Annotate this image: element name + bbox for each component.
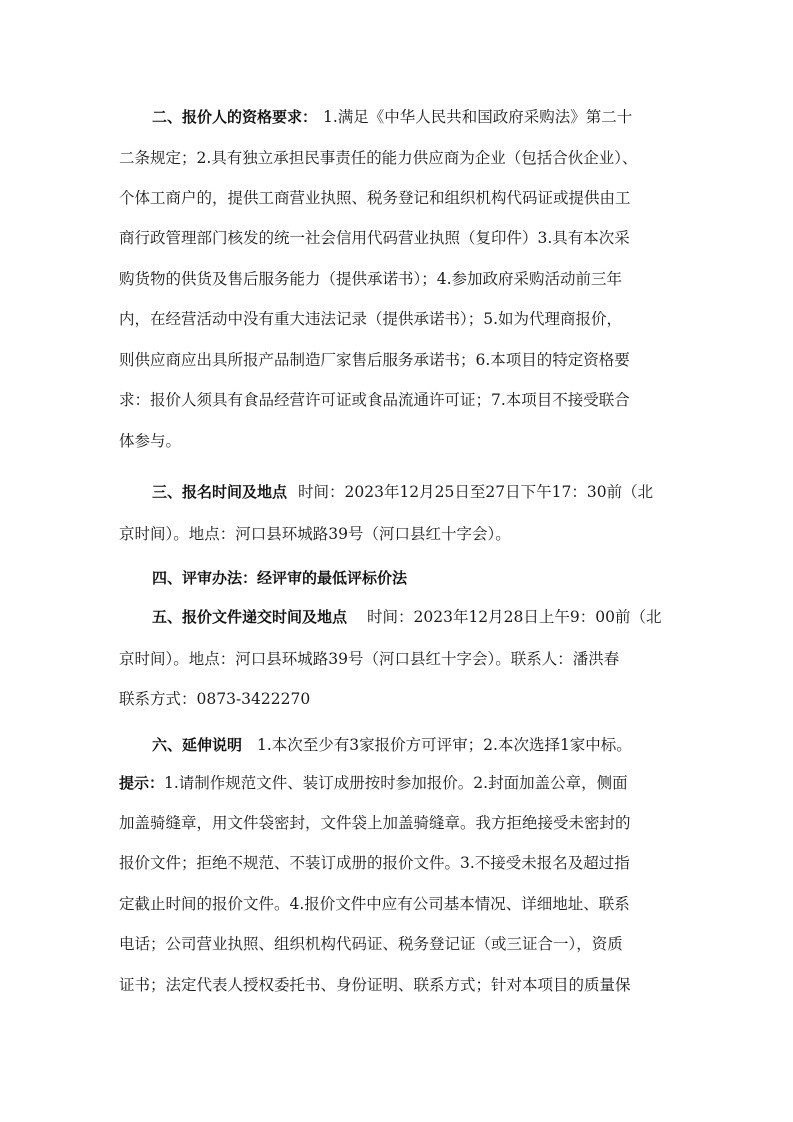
section2-line-2 <box>0 142 793 174</box>
section2-line-4 <box>0 222 793 254</box>
section2-text: 购货物的供货及售后服务能力（提供承诺书）；4.参加政府采购活动前三年 <box>119 270 623 288</box>
tips-text: 电话；公司营业执照、组织机构代码证、税务登记证（或三证合一），资质 <box>119 935 623 953</box>
section3-text: 京时间）。地点：河口县环城路39号（河口县红十字会）。 <box>119 525 511 543</box>
section2-line-7 <box>0 344 793 376</box>
section2-line-9 <box>0 425 793 457</box>
section3-heading: 三、报名时间及地点 <box>152 483 288 501</box>
section6-text: 1.本次至少有3家报价方可评审；2.本次选择1家中标。 <box>257 736 632 754</box>
section2-line-3 <box>0 182 793 214</box>
tips-line-5 <box>0 928 793 960</box>
section5-text: 时间：2023年12月28日上午9：00前（北 <box>367 608 662 626</box>
section2-line-1 <box>0 101 793 133</box>
tips-heading: 提示： <box>119 774 165 792</box>
tips-line-3 <box>0 847 793 879</box>
section2-line-8 <box>0 384 793 416</box>
tips-line-1 <box>0 767 793 799</box>
section5-line-2 <box>0 643 793 675</box>
tips-line-6 <box>0 969 793 1001</box>
section6-heading: 六、延伸说明 <box>152 736 243 754</box>
section4-line-1 <box>0 562 793 594</box>
section3-line-2 <box>0 518 793 550</box>
section2-text: 个体工商户的，提供工商营业执照、税务登记和组织机构代码证或提供由工 <box>119 189 631 207</box>
tips-line-2 <box>0 807 793 839</box>
tips-text: 证书；法定代表人授权委托书、身份证明、联系方式；针对本项目的质量保 <box>119 976 631 994</box>
section2-text: 1.满足《中华人民共和国政府采购法》第二十 <box>323 108 633 126</box>
tips-text: 1.请制作规范文件、装订成册按时参加报价。2.封面加盖公章，侧面 <box>164 774 628 792</box>
section2-heading: 二、报价人的资格要求： <box>152 108 318 126</box>
section2-text: 求：报价人须具有食品经营许可证或食品流通许可证；7.本项目不接受联合 <box>119 391 630 409</box>
section6-line-1 <box>0 729 793 761</box>
section2-line-5 <box>0 263 793 295</box>
section3-text: 时间：2023年12月25日至27日下午17：30前（北 <box>298 483 654 501</box>
section2-text: 则供应商应出具所报产品制造厂家售后服务承诺书；6.本项目的特定资格要 <box>119 351 630 369</box>
section2-text: 二条规定；2.具有独立承担民事责任的能力供应商为企业（包括合伙企业）、 <box>119 149 638 167</box>
section2-text: 内，在经营活动中没有重大违法记录（提供承诺书）；5.如为代理商报价， <box>119 310 623 328</box>
section5-contact: 联系方式：0873-3422270 <box>119 690 311 708</box>
section2-text: 体参与。 <box>119 432 182 450</box>
section5-line-1 <box>0 601 793 633</box>
tips-text: 定截止时间的报价文件。4.报价文件中应有公司基本情况、详细地址、联系 <box>119 895 630 913</box>
tips-line-4 <box>0 888 793 920</box>
section5-heading: 五、报价文件递交时间及地点 <box>152 608 348 626</box>
section4-heading: 四、评审办法：经评审的最低评标价法 <box>152 569 408 587</box>
tips-text: 报价文件；拒绝不规范、不装订成册的报价文件。3.不接受未报名及超过指 <box>119 854 630 872</box>
section2-text: 商行政管理部门核发的统一社会信用代码营业执照（复印件）3.具有本次采 <box>119 229 630 247</box>
section2-line-6 <box>0 303 793 335</box>
tips-text: 加盖骑缝章，用文件袋密封，文件袋上加盖骑缝章。我方拒绝接受未密封的 <box>119 814 631 832</box>
section3-line-1 <box>0 476 793 508</box>
section5-line-3 <box>0 683 793 715</box>
section5-text: 京时间）。地点：河口县环城路39号（河口县红十字会）。联系人：潘洪春 <box>119 650 620 668</box>
